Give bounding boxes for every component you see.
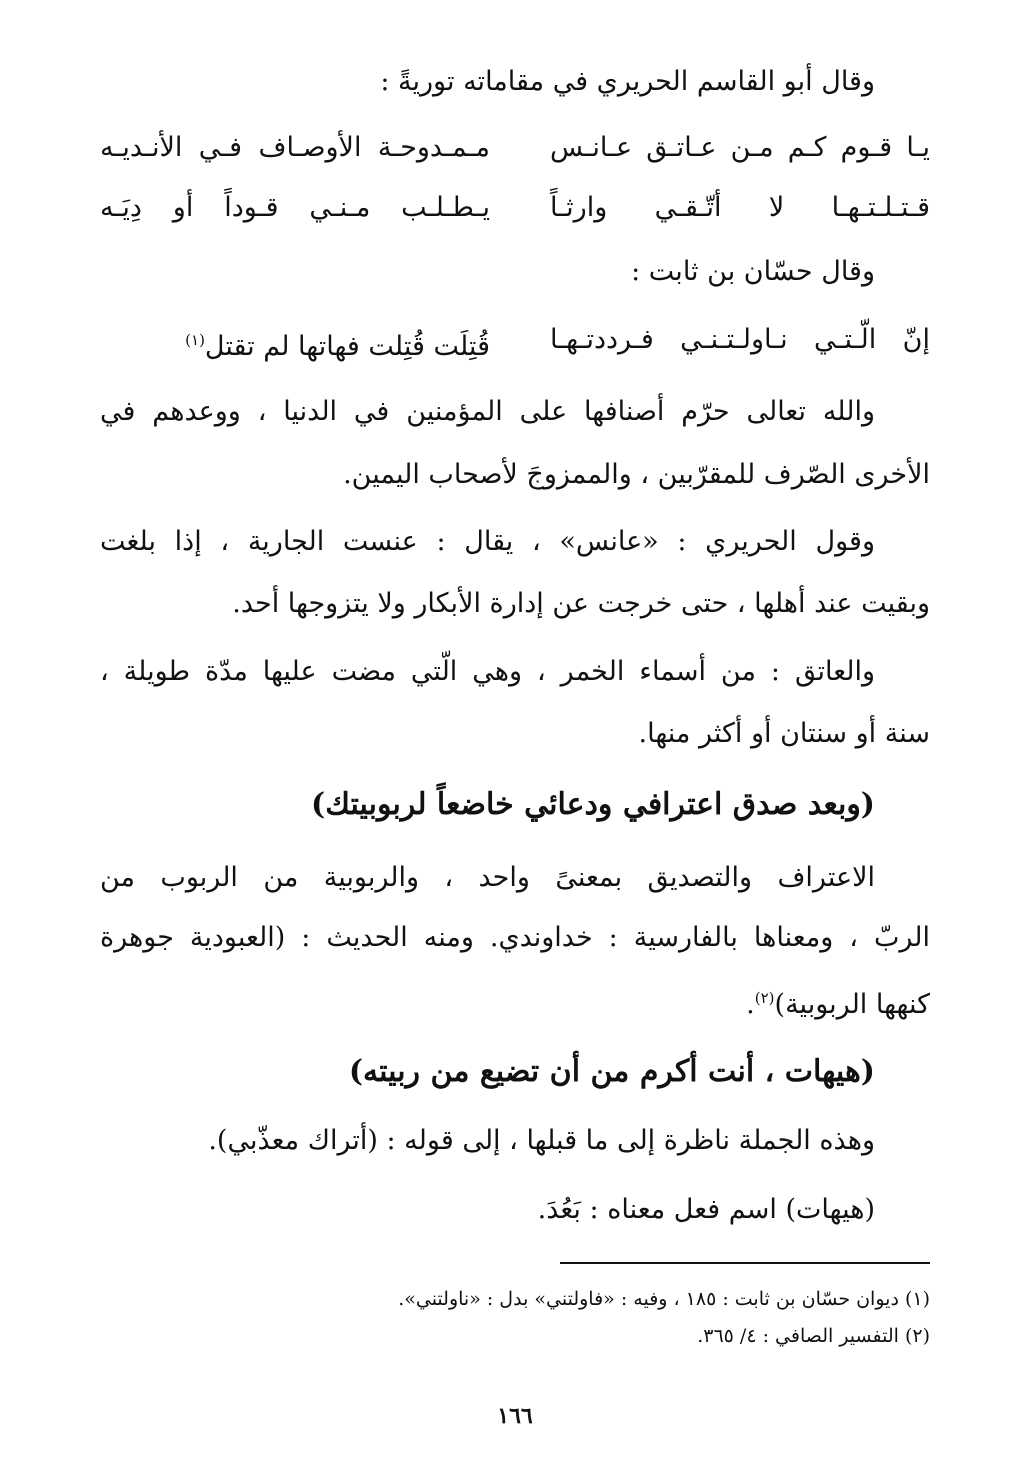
paragraph1-line1: والله تعالى حرّم أصنافها على المؤمنين في الدنيا ، ووعدهم في [100, 396, 875, 427]
intro-line-hassan: وقال حسّان بن ثابت : [631, 256, 875, 287]
paragraph4-line1: الاعتراف والتصديق بمعنىً واحد ، والربوبية من الربوب من [100, 862, 875, 893]
paragraph1-line2: الأخرى الصّرف للمقرّبين ، والممزوجَ لأصحاب اليمين. [343, 459, 930, 490]
verse1-first-hemistich: يـا قـوم كـم مـن عـاتـق عـانـس [550, 132, 930, 163]
page-number: ١٦٦ [497, 1403, 533, 1429]
paragraph3-line1: والعاتق : من أسماء الخمر ، وهي الّتي مضت عليها مدّة طويلة ، [100, 656, 875, 687]
paragraph2-line1: وقول الحريري : «عانس» ، يقال : عنست الجارية ، إذا بلغت [100, 526, 875, 557]
footnote-divider [560, 1262, 930, 1264]
footnote-marker-2: (٢) [754, 989, 775, 1007]
verse3-second-hemistich [100, 320, 490, 367]
verse1-second-hemistich: مـمـدوحـة الأوصـاف فـي الأنـديـه [100, 132, 490, 163]
paragraph2-line2: وبقيت عند أهلها ، حتى خرجت عن إدارة الأبكار ولا يتزوجها أحد. [232, 588, 930, 619]
paragraph4-end: . [746, 989, 755, 1020]
footnote-2: (٢) التفسير الصافي : ٤/ ٣٦٥. [697, 1325, 930, 1347]
verse3-second-text: قُتِلَت قُتِلت فهاتها لم تقتل [204, 331, 490, 362]
verse2-second-hemistich: يـطـلـب مـنـي قـوداً أو دِيَـه [100, 192, 490, 223]
intro-line-hariri: وقال أبو القاسم الحريري في مقاماته توريةً : [380, 66, 875, 97]
verse3-first-hemistich: إنّ الّـتـي نـاولـتـنـي فـرددتـهـا [550, 324, 930, 355]
footnote-1: (١) ديوان حسّان بن ثابت : ١٨٥ ، وفيه : «فاولتني» بدل : «ناولتني». [398, 1288, 930, 1310]
paragraph5: وهذه الجملة ناظرة إلى ما قبلها ، إلى قوله : (أتراك معذّبي). [208, 1125, 875, 1156]
paragraph6: (هيهات) اسم فعل معناه : بَعُدَ. [537, 1194, 875, 1225]
paragraph3-line2: سنة أو سنتان أو أكثر منها. [638, 718, 930, 749]
footnote-marker-1: (١) [185, 331, 205, 349]
paragraph4-line3 [100, 978, 930, 1025]
paragraph4-line2: الربّ ، ومعناها بالفارسية : خداوندي. ومنه الحديث : (العبودية جوهرة [100, 922, 930, 953]
heading-rububiyya: (وبعد صدق اعترافي ودعائي خاضعاً لربوبيتك) [311, 787, 875, 822]
verse2-first-hemistich: قـتـلـتـهـا لا أتّـقـي وارثـاً [550, 192, 930, 223]
heading-hayhat: (هيهات ، أنت أكرم من أن تضيع من ربيته) [348, 1054, 875, 1089]
paragraph4-line3-text: كنهها الربوبية) [774, 989, 930, 1020]
